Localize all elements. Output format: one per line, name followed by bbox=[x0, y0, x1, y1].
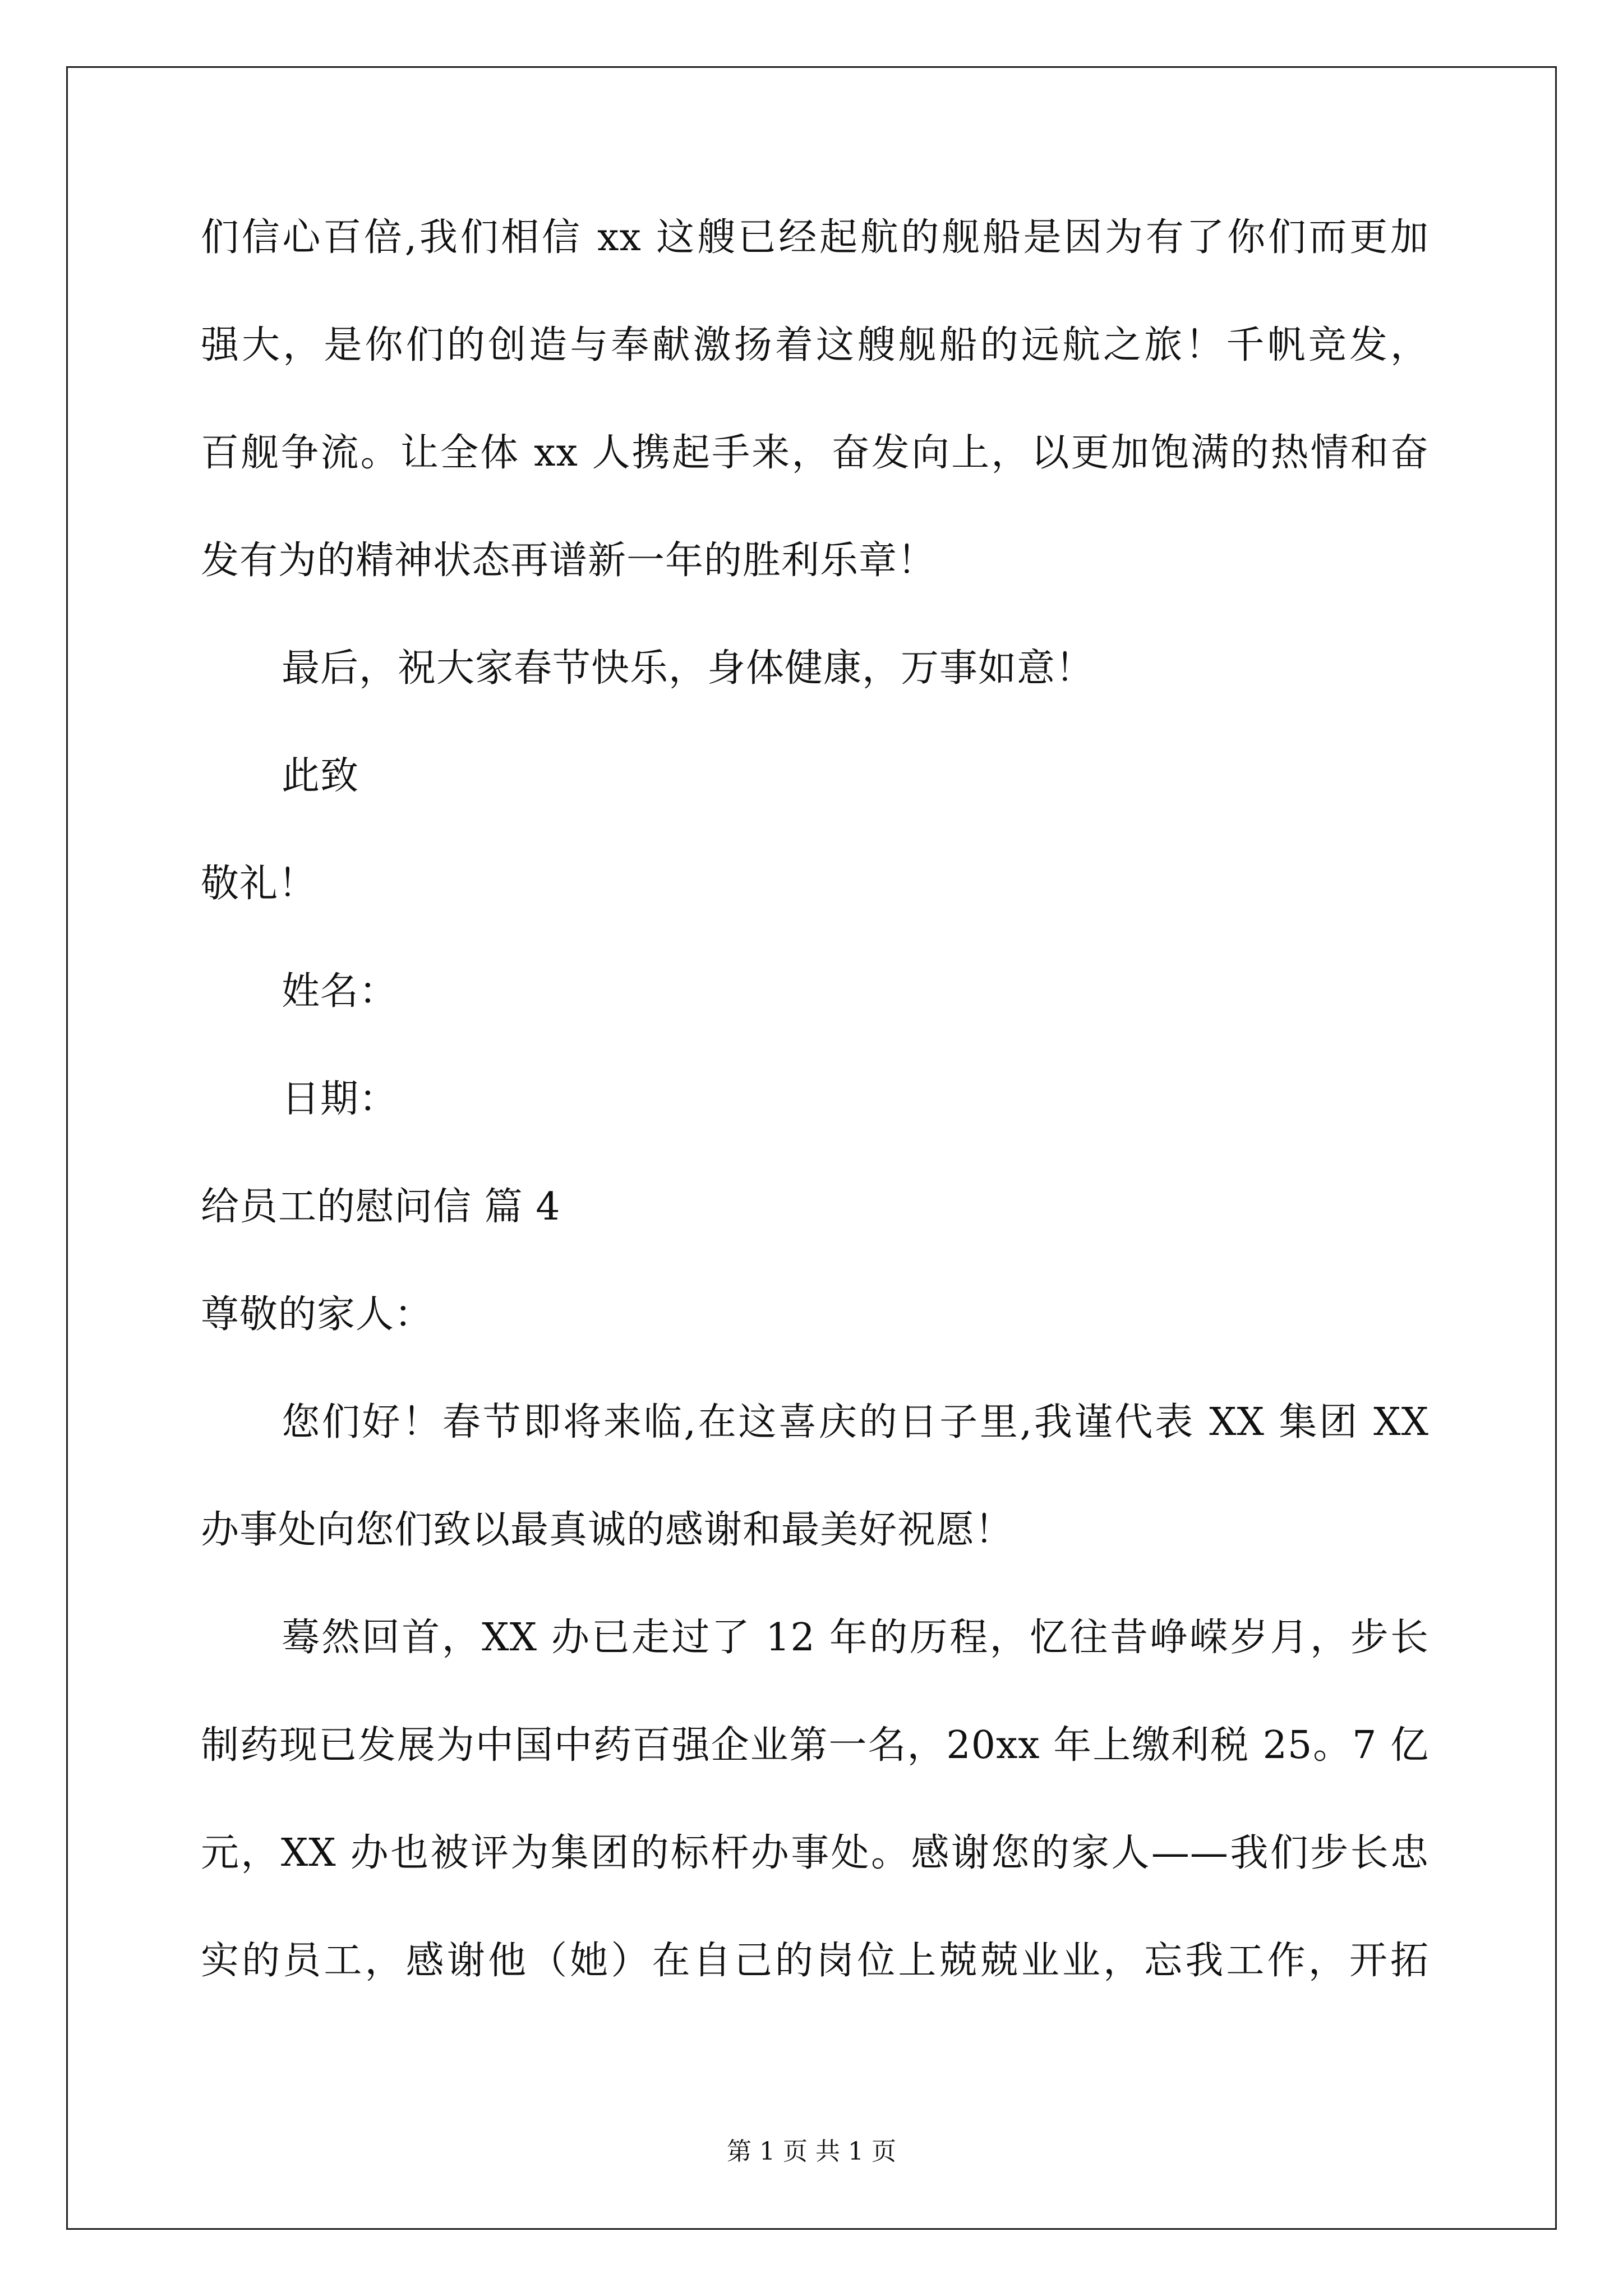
salutation-cizhi: 此致 bbox=[282, 754, 359, 798]
signature-date-label: 日期： bbox=[282, 1077, 398, 1121]
paragraph-line: 办事处向您们致以最真诚的感谢和最美好祝愿！ bbox=[201, 1508, 1014, 1552]
paragraph-line: 发有为的精神状态再谱新一年的胜利乐章！ bbox=[201, 539, 937, 583]
page-number: 第 1 页 共 1 页 bbox=[727, 2137, 896, 2166]
signature-name-label: 姓名： bbox=[282, 969, 398, 1014]
paragraph-line: 元，XX 办也被评为集团的标杆办事处。感谢您的家人——我们步长忠 bbox=[201, 1831, 1430, 1875]
section-heading: 给员工的慰问信 篇 4 bbox=[201, 1185, 561, 1229]
paragraph-line: 您们好！春节即将来临,在这喜庆的日子里,我谨代表 XX 集团 XX bbox=[282, 1400, 1429, 1444]
letter-greeting: 尊敬的家人： bbox=[201, 1292, 434, 1337]
paragraph-line: 制药现已发展为中国中药百强企业第一名，20xx 年上缴利税 25。7 亿 bbox=[201, 1723, 1429, 1768]
paragraph-line: 实的员工，感谢他（她）在自己的岗位上兢兢业业，忘我工作，开拓 bbox=[201, 1939, 1429, 1983]
paragraph-line: 强大，是你们的创造与奉献激扬着这艘舰船的远航之旅！千帆竞发， bbox=[201, 323, 1429, 367]
paragraph-line: 们信心百倍,我们相信 xx 这艘已经起航的舰船是因为有了你们而更加 bbox=[201, 215, 1429, 260]
page-border bbox=[66, 66, 1557, 2230]
paragraph-line: 百舰争流。让全体 xx 人携起手来，奋发向上，以更加饱满的热情和奋 bbox=[201, 431, 1429, 475]
paragraph-line: 蓦然回首，XX 办已走过了 12 年的历程，忆往昔峥嵘岁月，步长 bbox=[282, 1616, 1429, 1660]
salutation-jingli: 敬礼！ bbox=[201, 862, 317, 906]
closing-wish: 最后，祝大家春节快乐，身体健康，万事如意！ bbox=[282, 646, 1095, 691]
